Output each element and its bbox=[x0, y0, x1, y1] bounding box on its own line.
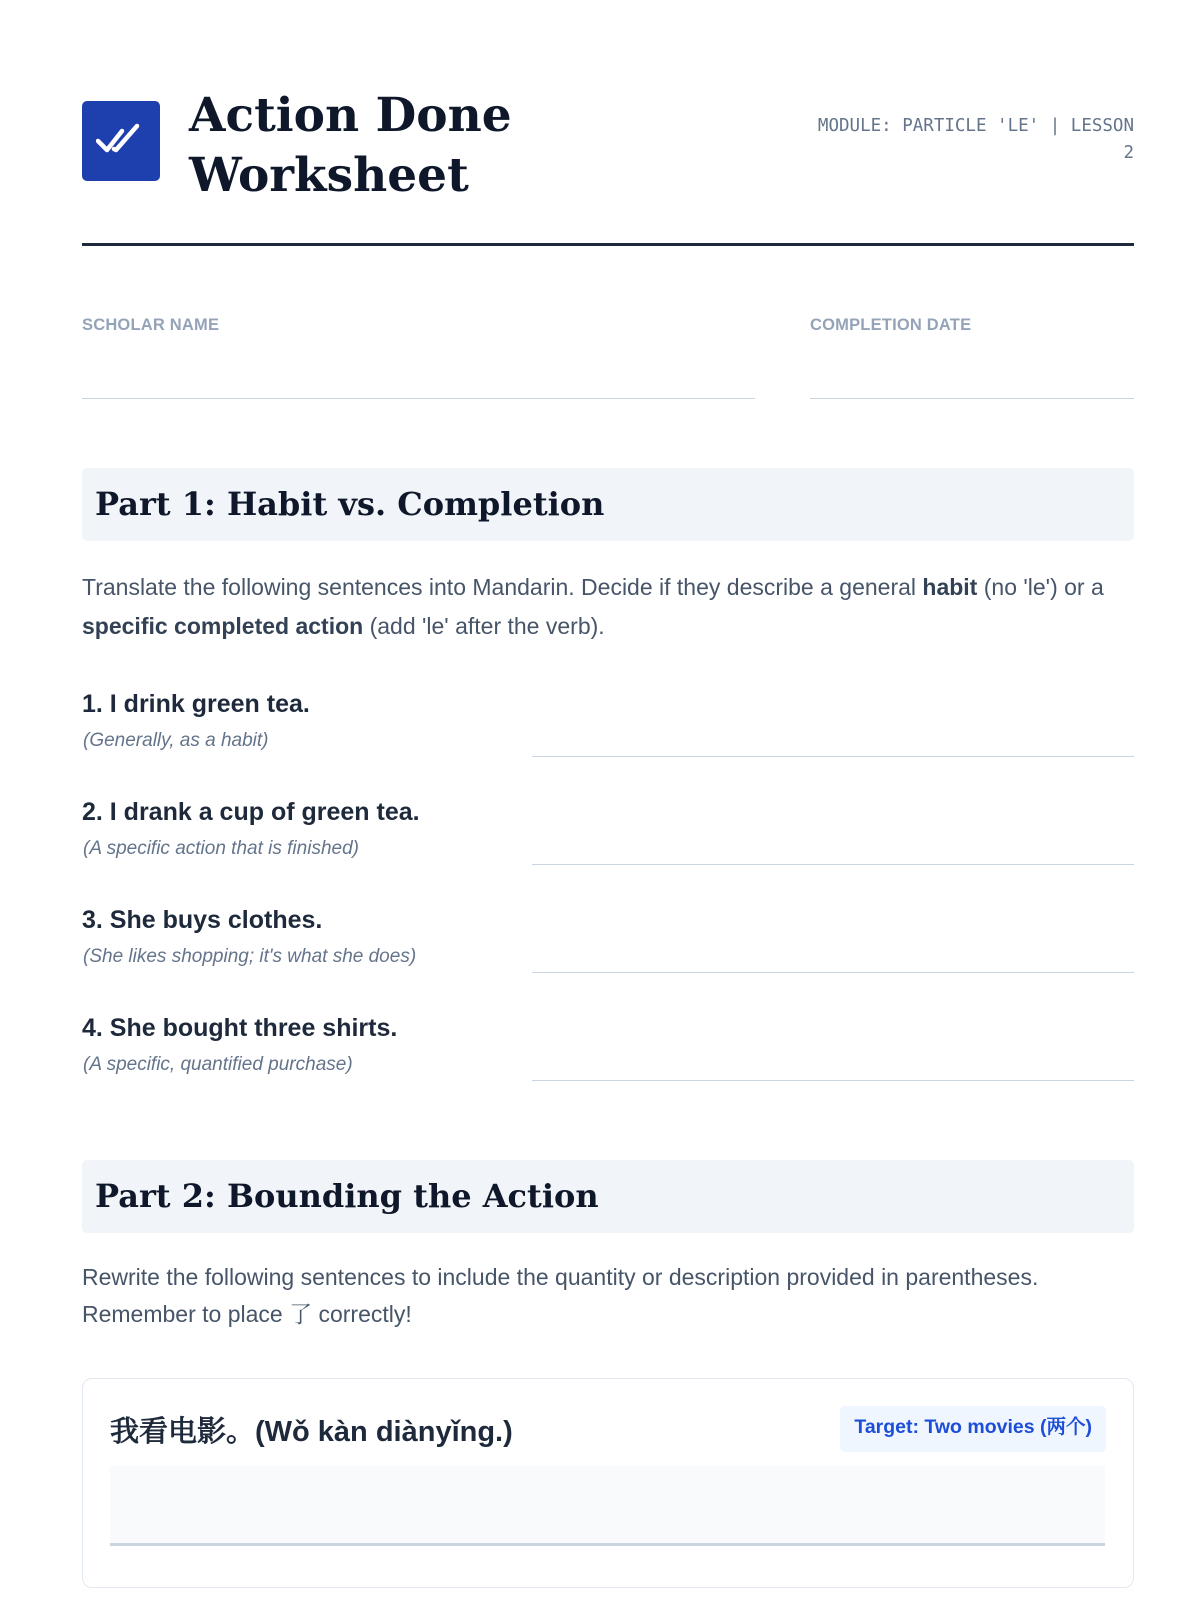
item-answer-line[interactable] bbox=[532, 1080, 1134, 1081]
part1-item-2 bbox=[82, 798, 1134, 888]
item-answer-line[interactable] bbox=[532, 972, 1134, 973]
part1-instr-completed: specific completed action bbox=[82, 613, 364, 639]
worksheet-header bbox=[82, 86, 1134, 246]
part1-instr-text-1: Translate the following sentences into Mandarin. Decide if they describe a general bbox=[82, 574, 923, 600]
part1-item-4 bbox=[82, 1014, 1134, 1104]
part1-instr-habit: habit bbox=[922, 574, 978, 600]
title-line-2: Worksheet bbox=[189, 148, 469, 203]
part1-instructions bbox=[82, 568, 1142, 646]
item-question: 4. She bought three shirts. bbox=[82, 1014, 398, 1042]
item-hint: (Generally, as a habit) bbox=[83, 730, 269, 751]
item-answer-line[interactable] bbox=[532, 756, 1134, 757]
item-question: 2. I drank a cup of green tea. bbox=[82, 798, 420, 826]
module-line-1: MODULE: PARTICLE 'LE' | LESSON bbox=[817, 116, 1134, 136]
completion-date-label: COMPLETION DATE bbox=[810, 316, 972, 334]
item-question: 1. I drink green tea. bbox=[82, 690, 310, 718]
part1-instr-text-3: (add 'le' after the verb). bbox=[363, 613, 605, 639]
target-badge: Target: Two movies (两个) bbox=[840, 1406, 1106, 1452]
double-check-icon bbox=[82, 101, 160, 181]
scholar-name-field[interactable] bbox=[82, 398, 755, 399]
title-line-1: Action Done bbox=[189, 88, 512, 143]
module-line-2: 2 bbox=[1123, 143, 1134, 163]
rewrite-answer-field[interactable] bbox=[110, 1466, 1105, 1546]
part1-item-3 bbox=[82, 906, 1134, 996]
page-title bbox=[189, 86, 609, 206]
item-hint: (A specific action that is finished) bbox=[83, 838, 359, 859]
scholar-name-label: SCHOLAR NAME bbox=[82, 316, 220, 334]
part1-heading-bar bbox=[82, 468, 1134, 541]
part2-heading-bar bbox=[82, 1160, 1134, 1233]
part2-heading: Part 2: Bounding the Action bbox=[95, 1177, 599, 1215]
part1-item-1 bbox=[82, 690, 1134, 780]
item-answer-line[interactable] bbox=[532, 864, 1134, 865]
part2-instructions: Rewrite the following sentences to include the quantity or description provided in parentheses. Remember to place 了 correctly! bbox=[82, 1264, 1039, 1327]
item-question: 3. She buys clothes. bbox=[82, 906, 323, 934]
item-hint: (She likes shopping; it's what she does) bbox=[83, 946, 417, 967]
part1-instr-text-2: (no 'le') or a bbox=[977, 574, 1104, 600]
card-sentence: 我看电影。(Wǒ kàn diànyǐng.) bbox=[110, 1416, 513, 1448]
item-hint: (A specific, quantified purchase) bbox=[83, 1054, 353, 1075]
completion-date-field[interactable] bbox=[810, 398, 1134, 399]
part1-heading: Part 1: Habit vs. Completion bbox=[95, 485, 605, 523]
rewrite-card bbox=[82, 1378, 1134, 1588]
module-label bbox=[744, 113, 1134, 167]
